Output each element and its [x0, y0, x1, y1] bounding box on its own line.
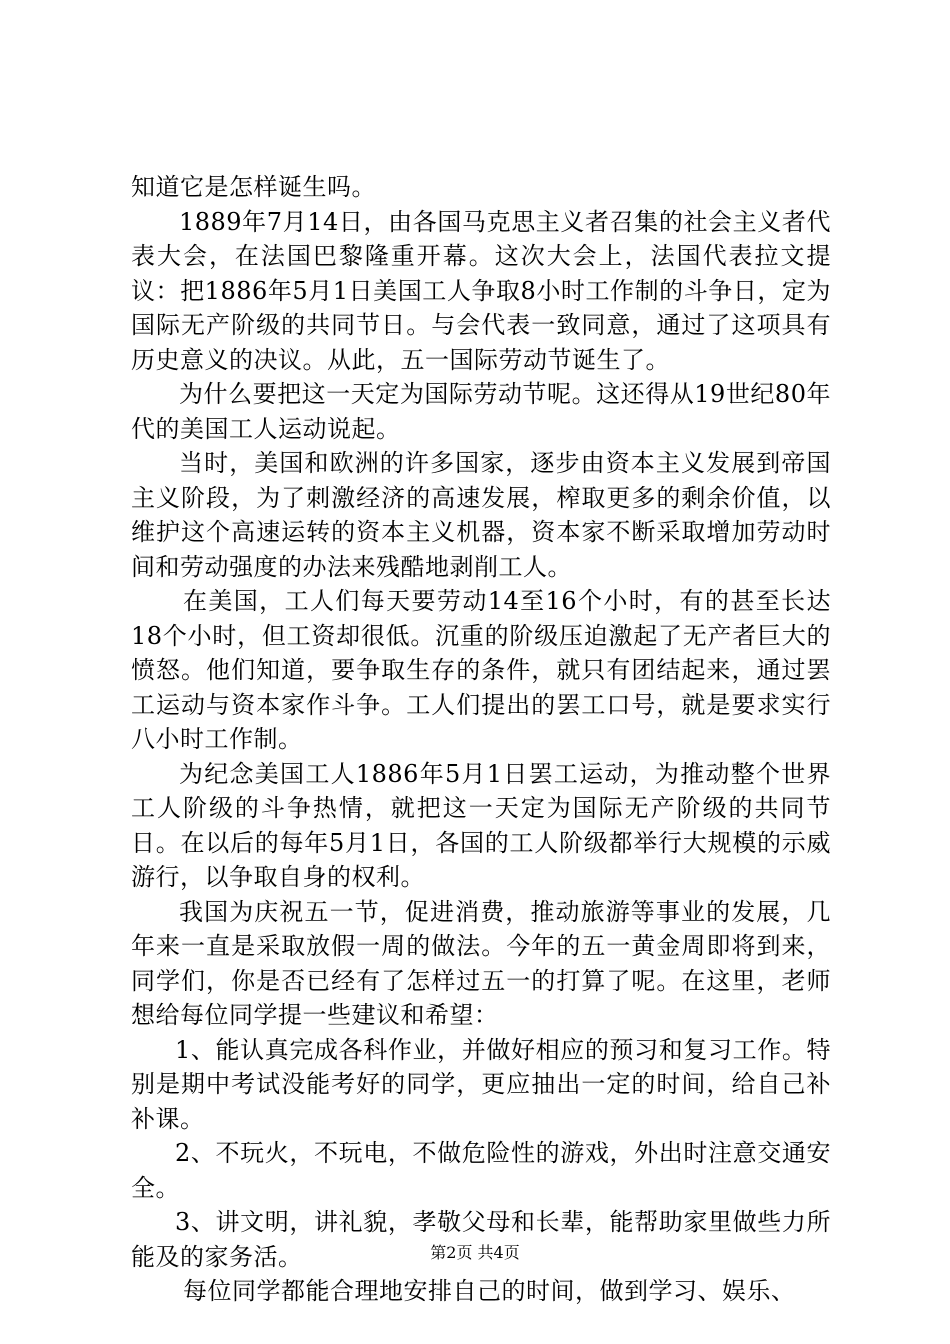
paragraph-congress-1889: 1889年7月14日，由各国马克思主义者召集的社会主义者代表大会，在法国巴黎隆重开幕。这次大会上，法国代表拉文提议：把1886年5月1日美国工人争取8小时工作制的斗争日，定为国际无产阶级的共同节日。与会代表一致同意，通过了这项具有历史意义的决议。从此，五一国际劳动节诞生了。	[131, 207, 831, 374]
paragraph-us-workers: 在美国，工人们每天要劳动14至16个小时，有的甚至长达18个小时，但工资却很低。沉重的阶级压迫激起了无产者巨大的愤怒。他们知道，要争取生存的条件，就只有团结起来，通过罢工运动与资本家作斗争。工人们提出的罢工口号，就是要求实行八小时工作制。	[131, 587, 831, 753]
list-item-homework: 1、能认真完成各科作业，并做好相应的预习和复习工作。特别是期中考试没能考好的同学，更应抽出一定的时间，给自己补补课。	[131, 1035, 831, 1133]
paragraph-why-this-day: 为什么要把这一天定为国际劳动节呢。这还得从19世纪80年代的美国工人运动说起。	[131, 380, 831, 443]
page-number-footer: 第2页 共4页	[430, 1243, 520, 1262]
paragraph-commemoration: 为纪念美国工人1886年5月1日罢工运动，为推动整个世界工人阶级的斗争热情，就把这一天定为国际无产阶级的共同节日。在以后的每年5月1日，各国的工人阶级都举行大规模的示威游行，以争取自身的权利。	[131, 759, 831, 891]
list-item-manners: 3、讲文明，讲礼貌，孝敬父母和长辈，能帮助家里做些力所能及的家务活。	[131, 1208, 831, 1271]
paragraph-time-arrangement: 每位同学都能合理地安排自己的时间，做到学习、娱乐、	[183, 1277, 796, 1305]
paragraph-golden-week: 我国为庆祝五一节，促进消费，推动旅游等事业的发展，几年来一直是采取放假一周的做法。今年的五一黄金周即将到来，同学们，你是否已经有了怎样过五一的打算了呢。在这里，老师想给每位同学提一些建议和希望：	[131, 897, 831, 1029]
paragraph-capitalism: 当时，美国和欧洲的许多国家，逐步由资本主义发展到帝国主义阶段，为了刺激经济的高速发展，榨取更多的剩余价值，以维护这个高速运转的资本主义机器，资本家不断采取增加劳动时间和劳动强度的办法来残酷地剥削工人。	[131, 449, 831, 581]
document-body	[131, 170, 831, 1309]
list-item-safety: 2、不玩火，不玩电，不做危险性的游戏，外出时注意交通安全。	[131, 1139, 831, 1202]
paragraph-continuation: 知道它是怎样诞生吗。	[131, 173, 376, 201]
